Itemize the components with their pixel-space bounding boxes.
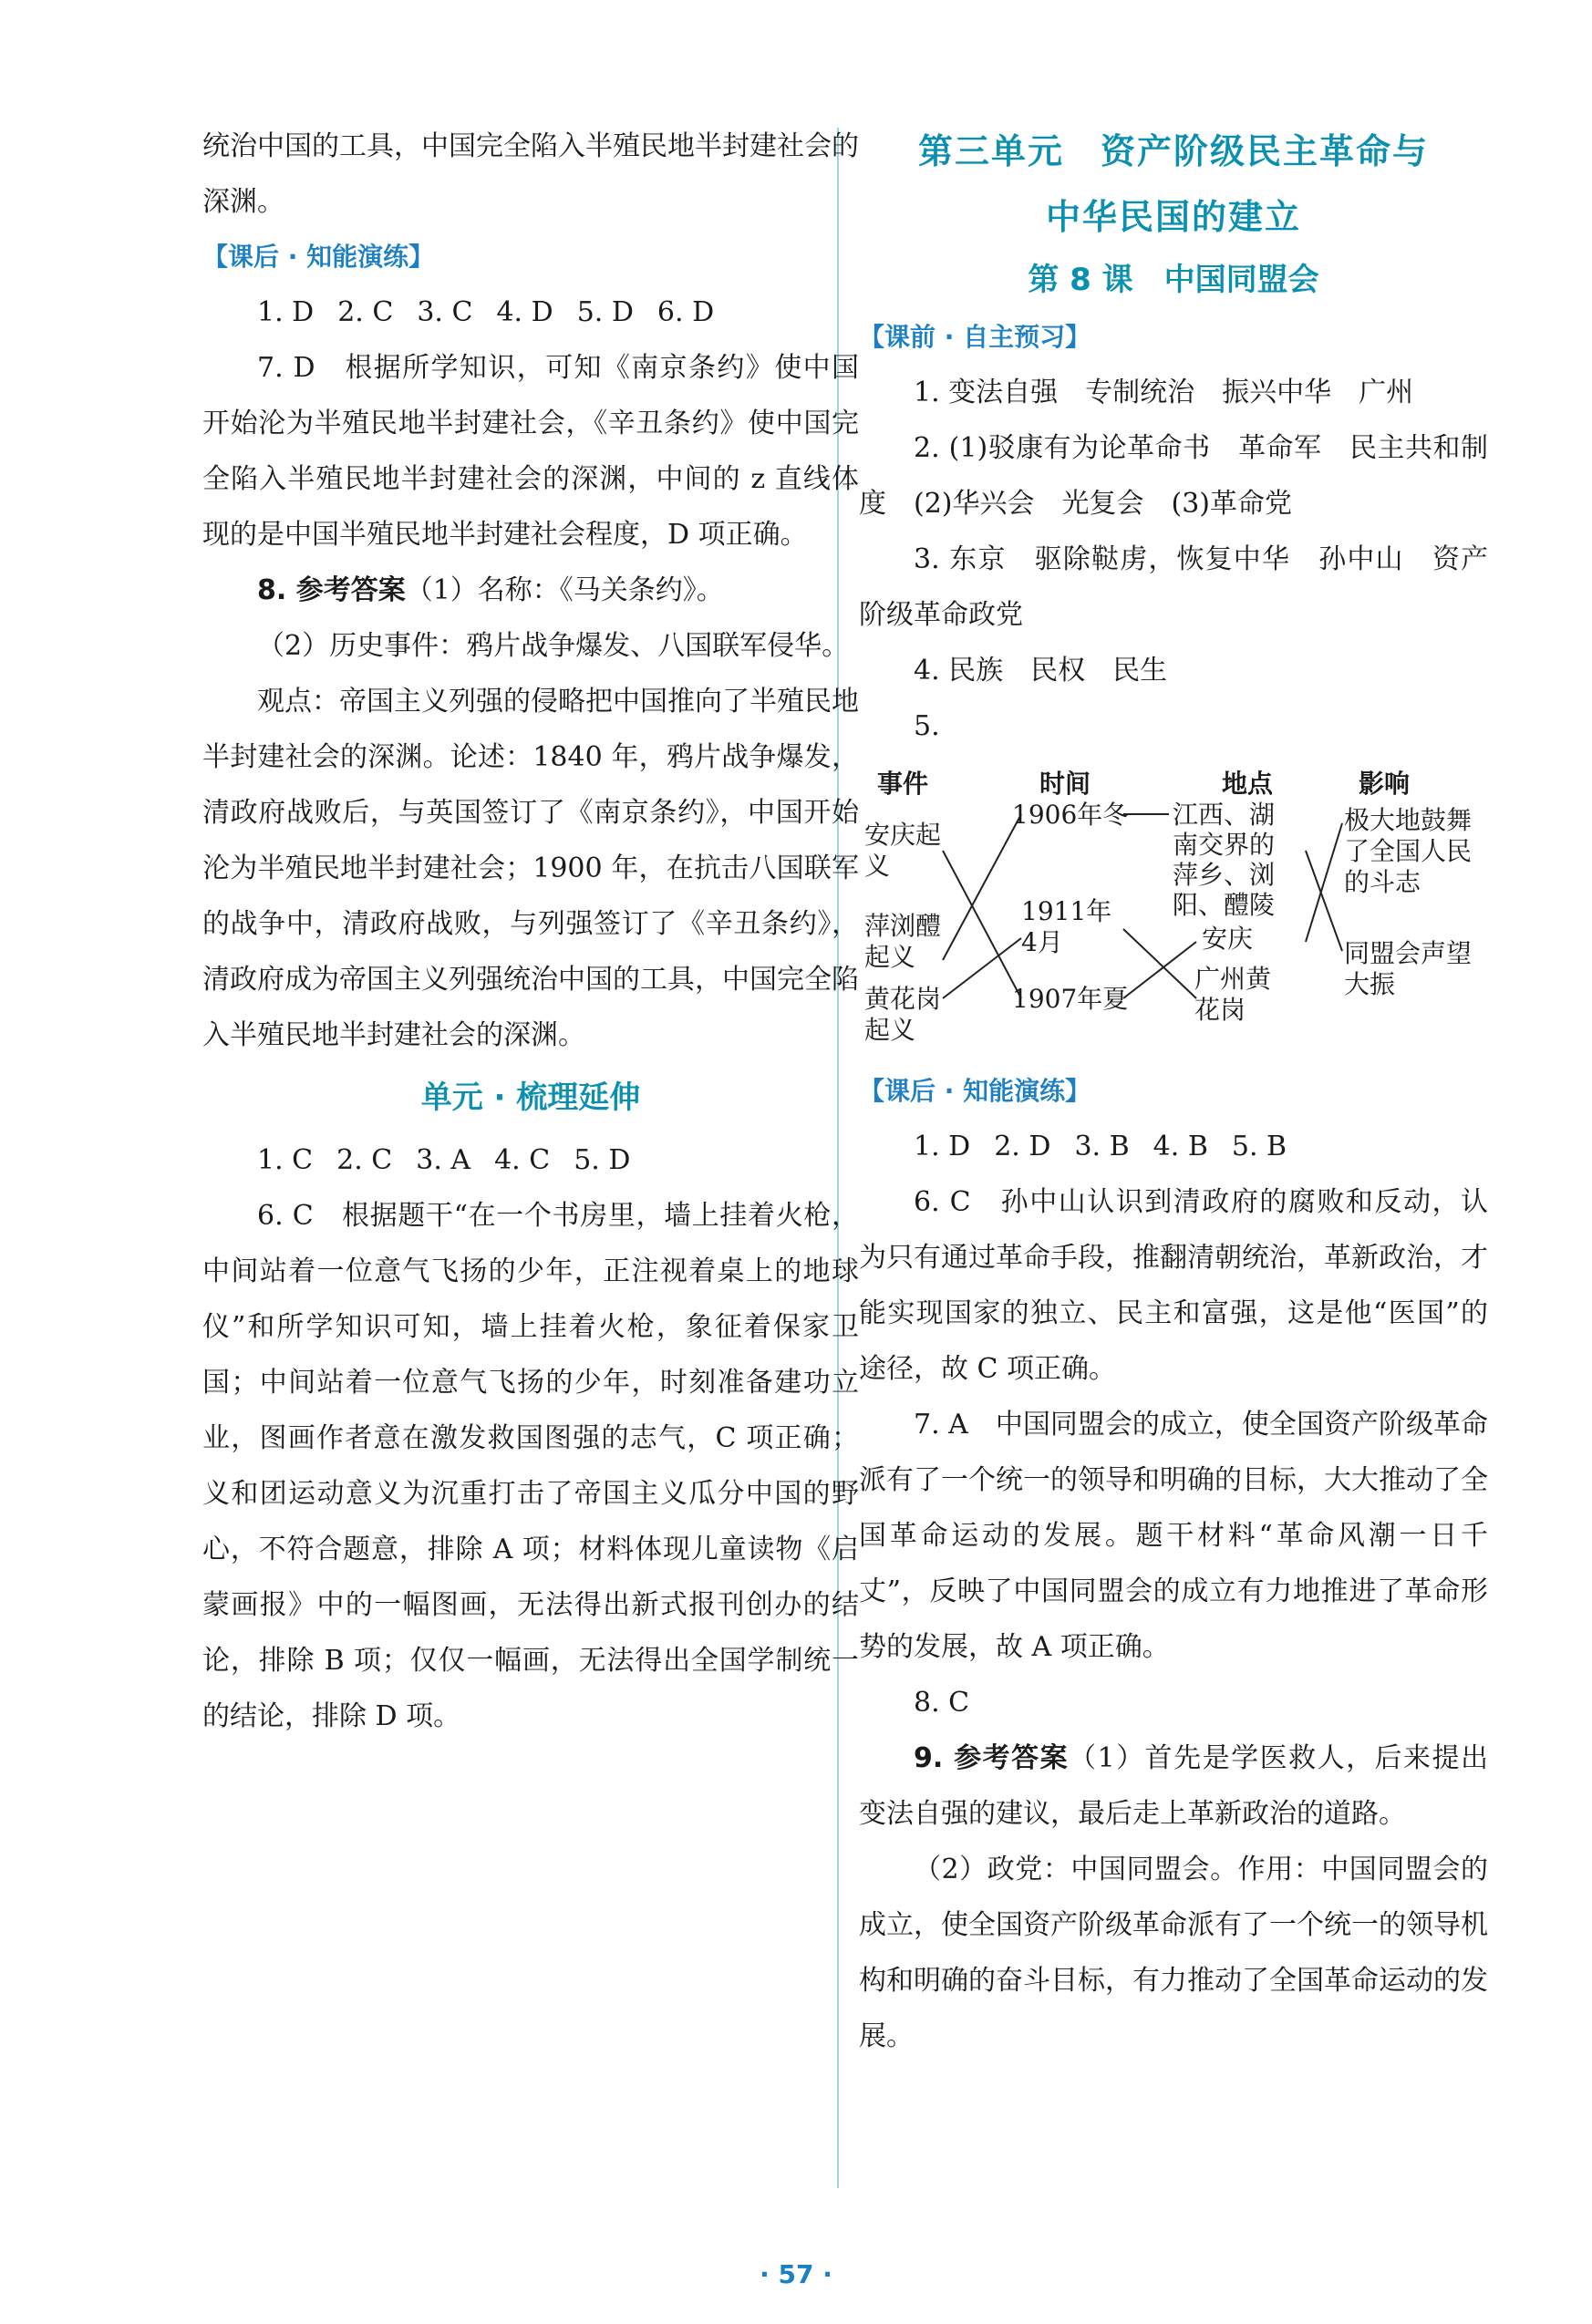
answer-list (859, 1119, 1488, 1174)
answer-explanation: 8. C (914, 1687, 970, 1719)
preview-answer: 4. 民族 民权 民生 (914, 655, 1168, 687)
answer-item: 5. D (574, 1144, 631, 1176)
section-tag: 【课后 · 知能演练】 (859, 1076, 1091, 1106)
answer-item: 3. B (1074, 1131, 1130, 1162)
answer-item: 5. B (1231, 1131, 1287, 1162)
left-column (202, 119, 859, 1744)
preview-answer: 5. (914, 710, 940, 742)
diagram-header: 时间 (1039, 769, 1091, 799)
answer-item: 6. D (656, 296, 715, 328)
answer-item: 4. D (496, 296, 553, 328)
answer-item: 1. D (914, 1131, 971, 1162)
answer-item: 2. C (337, 296, 394, 328)
event-label: 安庆起义 (864, 820, 942, 881)
effect-label: 同盟会声望大振 (1344, 938, 1473, 999)
answer-item: 4. B (1153, 1131, 1208, 1162)
answer-explanation: 6. C 孙中山认识到清政府的腐败和反动，认为只有通过革命手段，推翻清朝统治，革新政治，才能实现国家的独立、民主和富强，这是他“医国”的途径，故 C 项正确。 (859, 1186, 1488, 1385)
answer-heading: 9. 参考答案 (914, 1742, 1070, 1774)
preview-answer: 2. (1)驳康有为论革命书 革命军 民主共和制度 (2)华兴会 光复会 (3)革命党 (859, 432, 1488, 520)
answer-item: 3. C (417, 296, 473, 328)
answer-text: （1）首先是学医救人，后来提出变法自强的建议，最后走上革新政治的道路。 (859, 1742, 1488, 1830)
answer-item: 2. C (336, 1144, 393, 1176)
paragraph: （2）历史事件：鸦片战争爆发、八国联军侵华。 (257, 630, 850, 662)
unit-title-line2: 中华民国的建立 (1045, 197, 1301, 237)
time-label: 1906年冬 (1012, 800, 1129, 830)
unit-title-line1: 第三单元 资产阶级民主革命与 (917, 131, 1429, 171)
diagram-header: 影响 (1359, 769, 1411, 799)
answer-heading: 8. 参考答案 (257, 574, 406, 606)
section-tag: 【课前 · 自主预习】 (859, 322, 1091, 352)
place-label: 江西、湖南交界的萍乡、浏阳、醴陵 (1173, 800, 1276, 920)
right-column (859, 119, 1488, 2064)
time-label: 1907年夏 (1012, 984, 1129, 1014)
answer-list (202, 284, 859, 340)
answer-text: （1）名称：《马关条约》。 (405, 574, 724, 606)
paragraph: 观点：帝国主义列强的侵略把中国推向了半殖民地半封建社会的深渊。论述：1840 年，鸦片战争爆发，清政府战败后，与英国签订了《南京条约》，中国开始沦为半殖民地半封建社会；1900 年，在抗击八国联军的战争中，清政府战败，与列强签订了《辛丑条约》，清政府成为帝国主义列强统治中国的工具，中国完全陷入半殖民地半封建社会的深渊。 (202, 686, 859, 1051)
matching-diagram (859, 759, 1488, 1060)
paragraph: 统治中国的工具，中国完全陷入半殖民地半封建社会的深渊。 (202, 130, 859, 218)
event-label: 萍浏醴起义 (864, 911, 942, 972)
page-number: · 57 · (760, 2259, 832, 2289)
preview-answer: 3. 东京 驱除鞑虏，恢复中华 孙中山 资产阶级革命政党 (859, 543, 1488, 631)
answer-explanation: 7. D 根据所学知识，可知《南京条约》使中国开始沦为半殖民地半封建社会，《辛丑条约》使中国完全陷入半殖民地半封建社会的深渊，中间的 z 直线体现的是中国半殖民地半封建社会程度，D 项正确。 (202, 352, 859, 551)
diagram-header: 地点 (1222, 769, 1274, 799)
place-label: 广州黄花岗 (1194, 964, 1272, 1025)
effect-label: 极大地鼓舞了全国人民的斗志 (1344, 805, 1473, 897)
lesson-title: 第 8 课 中国同盟会 (1028, 262, 1319, 298)
section-title: 单元 · 梳理延伸 (420, 1079, 641, 1116)
diagram-header: 事件 (877, 769, 929, 799)
answer-paragraph (859, 1730, 1488, 1842)
event-label: 黄花岗起义 (864, 984, 942, 1045)
preview-answer: 1. 变法自强 专制统治 振兴中华 广州 (914, 377, 1414, 408)
answer-item: 3. A (416, 1144, 471, 1176)
answer-paragraph (202, 563, 859, 618)
answer-item: 1. C (257, 1144, 314, 1176)
answer-list (202, 1132, 859, 1188)
answer-item: 5. D (576, 296, 634, 328)
answer-item: 2. D (994, 1131, 1051, 1162)
answer-item: 1. D (257, 296, 315, 328)
paragraph: （2）政党：中国同盟会。作用：中国同盟会的成立，使全国资产阶级革命派有了一个统一的领导机构和明确的奋斗目标，有力推动了全国革命运动的发展。 (859, 1854, 1488, 2052)
answer-explanation: 6. C 根据题干“在一个书房里，墙上挂着火枪，中间站着一位意气飞扬的少年，正注视着桌上的地球仪”和所学知识可知，墙上挂着火枪，象征着保家卫国；中间站着一位意气飞扬的少年，时刻准备建功立业，图画作者意在激发救国图强的志气，C 项正确；义和团运动意义为沉重打击了帝国主义瓜分中国的野心，不符合题意，排除 A 项；材料体现儿童读物《启蒙画报》中的一幅图画，无法得出新式报刊创办的结论，排除 B 项；仅仅一幅画，无法得出全国学制统一的结论，排除 D 项。 (202, 1200, 859, 1732)
time-label: 1911年4月 (1021, 896, 1112, 957)
answer-item: 4. C (494, 1144, 551, 1176)
place-label: 安庆 (1202, 924, 1254, 954)
answer-explanation: 7. A 中国同盟会的成立，使全国资产阶级革命派有了一个统一的领导和明确的目标，大大推动了全国革命运动的发展。题干材料“革命风潮一日千丈”，反映了中国同盟会的成立有力地推进了革命形势的发展，故 A 项正确。 (859, 1409, 1488, 1663)
section-tag: 【课后 · 知能演练】 (202, 242, 435, 272)
